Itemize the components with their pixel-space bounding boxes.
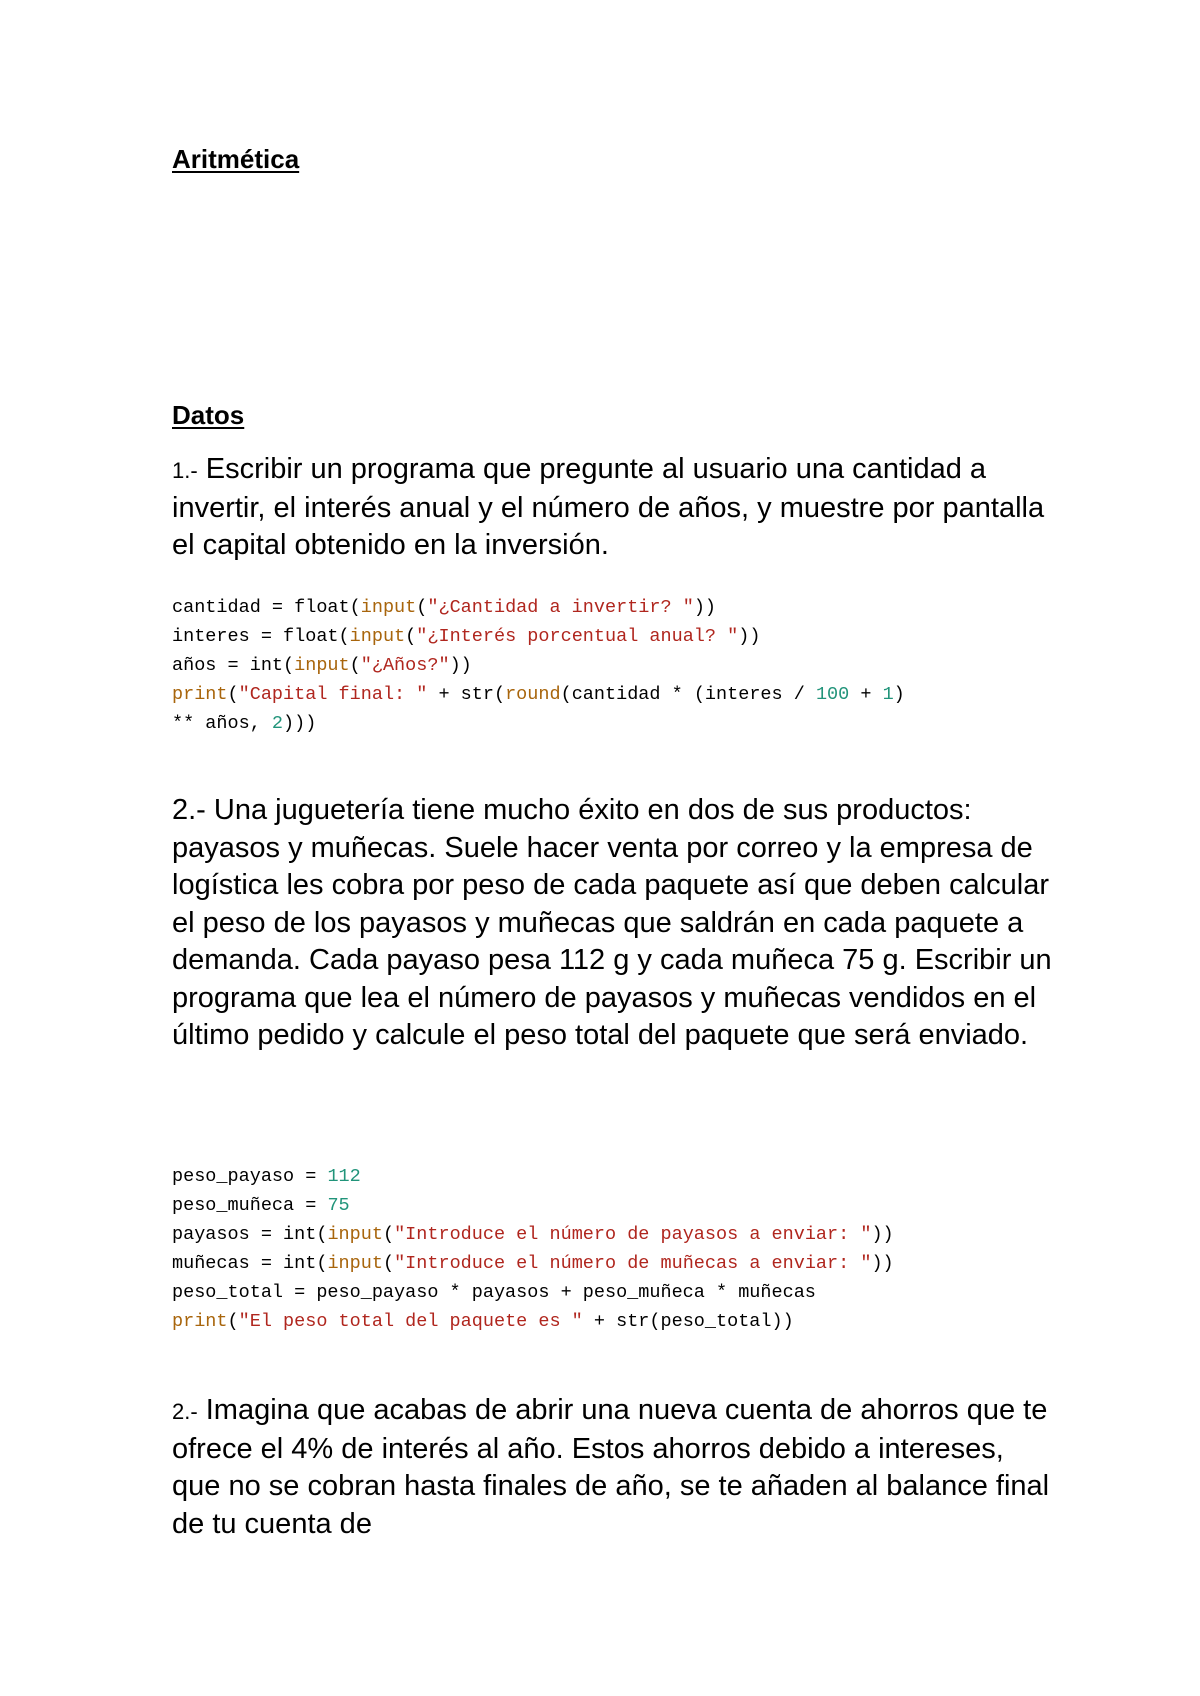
- code-builtin: input: [349, 626, 406, 647]
- code-text: años = int(: [172, 655, 295, 676]
- code-text: (: [227, 1311, 239, 1332]
- code-number: 112: [327, 1166, 361, 1187]
- code-text: (: [405, 626, 417, 647]
- code-text: (: [227, 684, 239, 705]
- code-string: "¿Años?": [360, 655, 450, 676]
- code-line: [172, 1220, 894, 1249]
- code-text: muñecas = int(: [172, 1253, 328, 1274]
- code-number: 2: [271, 713, 284, 734]
- code-string: "¿Cantidad a invertir? ": [427, 597, 694, 618]
- code-line: [172, 680, 905, 709]
- code-text: ))): [283, 713, 317, 734]
- code-text: (cantidad * (interes /: [560, 684, 816, 705]
- code-string: "Introduce el número de payasos a enviar: ": [394, 1224, 872, 1245]
- code-text: )): [871, 1253, 894, 1274]
- code-string: "Capital final: ": [238, 684, 428, 705]
- code-text: (: [382, 1253, 395, 1274]
- exercise-text: Imagina que acabas de abrir una nueva cuenta de ahorros que te ofrece el 4% de interés al año. Estos ahorros debido a intereses, que no se cobran hasta finales de año, se te añaden al balance final de tu cuenta de: [172, 1394, 1050, 1540]
- section-heading-datos: Datos: [172, 400, 245, 430]
- code-builtin: input: [360, 597, 417, 618]
- exercise-number: 2.-: [172, 794, 206, 826]
- exercise-2-statement: [172, 792, 1052, 1055]
- code-text: peso_total = peso_payaso * payasos + peso_muñeca * muñecas: [172, 1282, 816, 1303]
- code-line: [172, 622, 905, 651]
- code-text: )): [871, 1224, 894, 1245]
- code-number: 100: [815, 684, 850, 705]
- exercise-number: 1.-: [172, 458, 198, 483]
- code-builtin: round: [505, 684, 561, 705]
- section-heading-aritmetica: Aritmética: [172, 144, 300, 174]
- code-text: peso_payaso =: [172, 1166, 328, 1187]
- code-text: )): [738, 626, 761, 647]
- code-line: [172, 593, 905, 622]
- code-line: [172, 651, 905, 680]
- code-line: [172, 1249, 894, 1278]
- code-string: "El peso total del paquete es ": [238, 1311, 583, 1332]
- exercise-text: Una juguetería tiene mucho éxito en dos de sus productos: payasos y muñecas. Suele hacer venta por correo y la empresa de logística les cobra por peso de cada paquete así que deben calcular el peso de los payasos y muñecas que saldrán en cada paquete a demanda. Cada payaso pesa 112 g y cada muñeca 75 g. Escribir un programa que lea el número de payasos y muñecas vendidos en el último pedido y calcule el peso total del paquete que será enviado.: [172, 794, 1052, 1051]
- code-builtin: input: [294, 655, 350, 676]
- exercise-text: Escribir un programa que pregunte al usuario una cantidad a invertir, el interés anual y el número de años, y muestre por pantalla el capital obtenido en la inversión.: [172, 453, 1045, 561]
- exercise-3-statement: [172, 1392, 1052, 1543]
- code-builtin: print: [172, 684, 228, 705]
- exercise-number: 2.-: [172, 1399, 198, 1424]
- code-line: [172, 709, 905, 738]
- code-string: "¿Interés porcentual anual? ": [416, 626, 739, 647]
- code-text: + str(: [427, 684, 506, 705]
- code-text: cantidad = float(: [172, 597, 361, 618]
- code-text: + str(peso_total)): [582, 1311, 794, 1332]
- code-text: ): [893, 684, 905, 705]
- code-line: [172, 1307, 894, 1336]
- code-text: interes = float(: [172, 626, 350, 647]
- code-line: [172, 1162, 894, 1191]
- code-text: ** años,: [172, 713, 272, 734]
- code-text: )): [449, 655, 472, 676]
- code-text: payasos = int(: [172, 1224, 328, 1245]
- code-text: peso_muñeca =: [172, 1195, 328, 1216]
- code-text: (: [349, 655, 361, 676]
- code-line: [172, 1191, 894, 1220]
- code-builtin: input: [327, 1224, 383, 1245]
- code-line: [172, 1278, 894, 1307]
- code-builtin: input: [327, 1253, 383, 1274]
- code-number: 75: [327, 1195, 350, 1216]
- exercise-1-statement: [172, 451, 1052, 565]
- code-block-1: [172, 593, 905, 738]
- code-text: +: [849, 684, 883, 705]
- code-block-2: [172, 1162, 894, 1336]
- code-text: (: [382, 1224, 395, 1245]
- code-string: "Introduce el número de muñecas a enviar: ": [394, 1253, 872, 1274]
- code-builtin: print: [172, 1311, 228, 1332]
- code-text: (: [416, 597, 428, 618]
- code-number: 1: [882, 684, 894, 705]
- code-text: )): [693, 597, 717, 618]
